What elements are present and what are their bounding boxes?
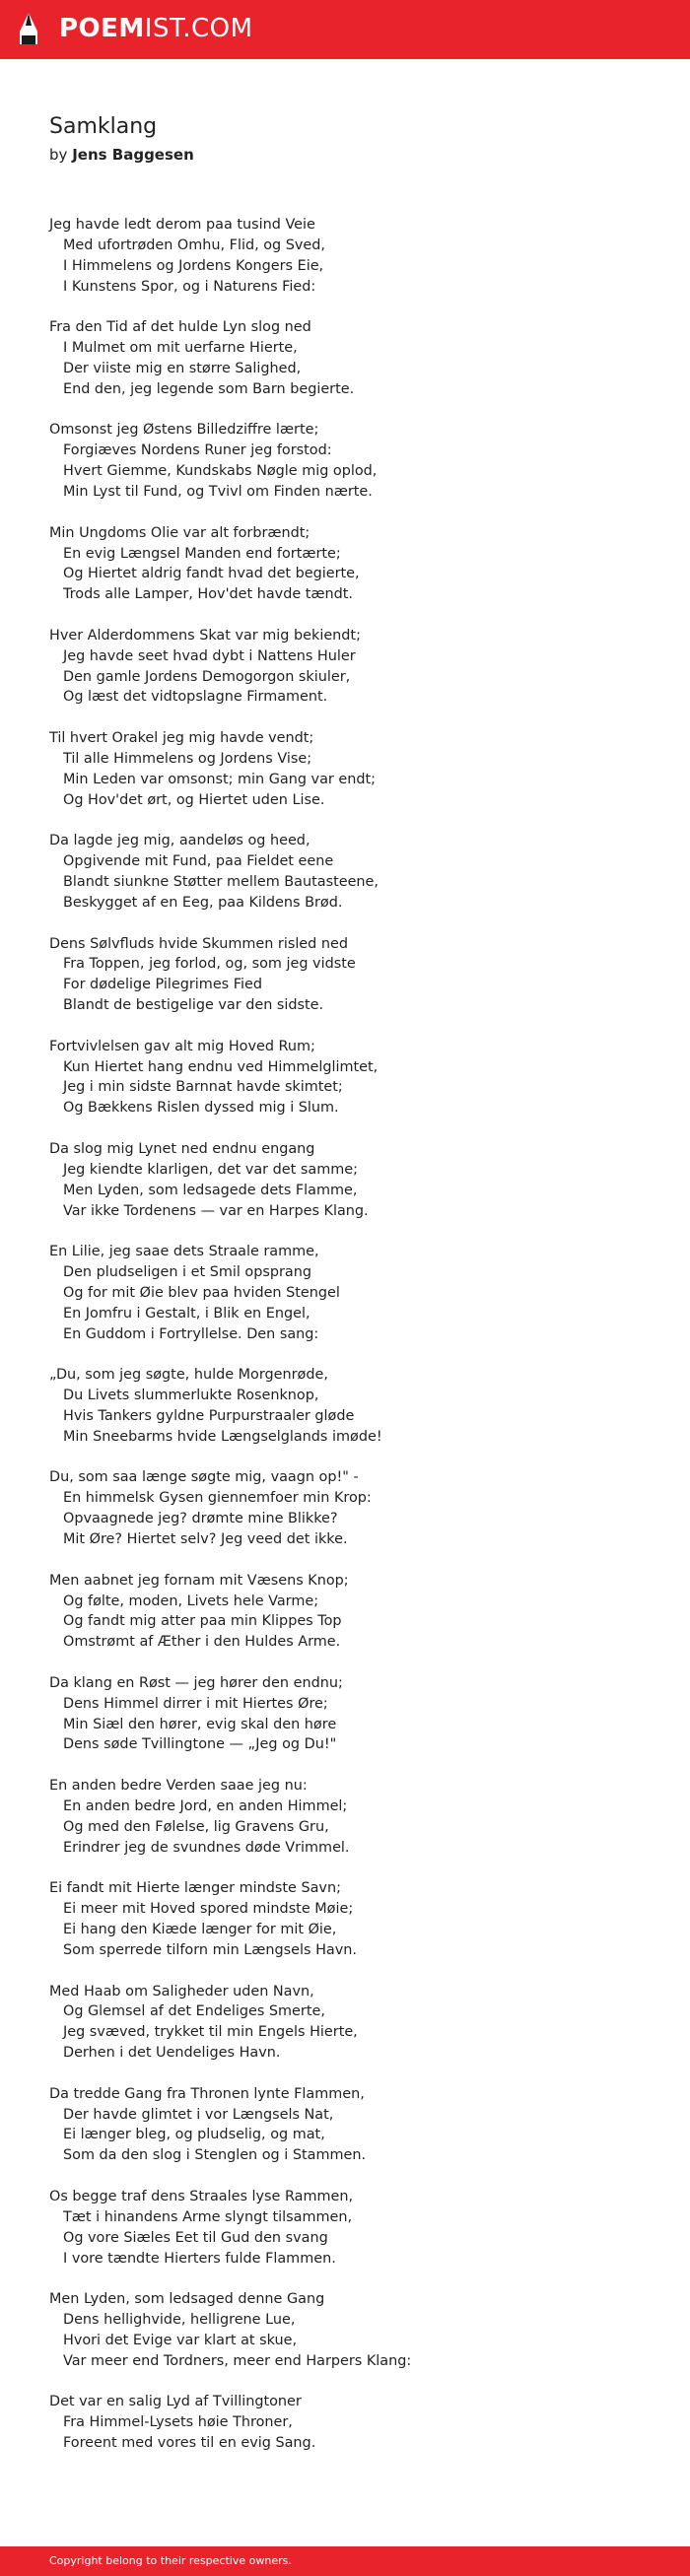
poem-line: Med ufortrøden Omhu, Flid, og Sved, [63,237,325,253]
stanza [49,1878,660,1960]
poem-line: Var meer end Tordners, meer end Harpers Klang: [63,2352,412,2369]
poem-body [49,215,660,2474]
poem-line: Fra Himmel-Lysets høie Throner, [63,2414,293,2431]
poem-line: Men Lyden, som ledsaged denne Gang [49,2291,325,2308]
site-logo[interactable] [59,14,253,43]
poem-line: Min Lyst til Fund, og Tvivl om Finden nærte. [63,483,373,500]
poem-line: En anden bedre Verden saae jeg nu: [49,1778,308,1795]
stanza [49,523,660,605]
poem-line: Da klang en Røst — jeg hører den endnu; [49,1674,343,1691]
poem-line: Erindrer jeg de svundnes døde Vrimmel. [63,1839,350,1856]
poem-line: Ei meer mit Hoved spored mindste Møie; [63,1901,354,1918]
stanza [49,1037,660,1119]
stanza [49,1365,660,1447]
poem-line: Ei hang den Kiæde længer for mit Øie, [63,1922,337,1938]
poem-line: Og følte, moden, Livets hele Varme; [63,1593,319,1609]
poem-line: I Kunstens Spor, og i Naturens Fied: [63,278,316,295]
stanza [49,1776,660,1858]
poem-line: I Himmelens og Jordens Kongers Eie, [63,257,324,274]
stanza [49,934,660,1016]
poem-line: Jeg svæved, trykket til min Engels Hierte, [63,2024,358,2041]
poem-line: Men Lyden, som ledsagede dets Flamme, [63,1182,358,1198]
stanza [49,1673,660,1755]
poem-line: Men aabnet jeg fornam mit Væsens Knop; [49,1572,349,1589]
site-footer [0,2546,690,2576]
poem-line: Og fandt mig atter paa min Klippes Top [63,1613,342,1630]
poem-line: Ei fandt mit Hierte længer mindste Savn; [49,1880,341,1897]
poem-line: Hver Alderdommens Skat var mig bekiendt; [49,627,361,644]
poem-line: Opvaagnede jeg? drømte mine Blikke? [63,1511,338,1527]
stanza [49,2084,660,2166]
poem-line: Og med den Følelse, lig Gravens Gru, [63,1818,329,1835]
poem-line: Som da den slog i Stenglen og i Stammen. [63,2147,367,2164]
poem-line: Det var en salig Lyd af Tvillingtoner [49,2394,302,2410]
poem-line: Da lagde jeg mig, aandeløs og heed, [49,833,310,849]
stanza [49,1139,660,1221]
poem-line: Du Livets slummerlukte Rosenknop, [63,1388,319,1404]
poem-line: Tæt i hinandens Arme slyngt tilsammen, [63,2208,353,2225]
poem-line: Hvert Giemme, Kundskabs Nøgle mig oplod, [63,463,378,480]
poem-line: Til alle Himmelens og Jordens Vise; [63,750,312,767]
poem-line: Dens søde Tvillingtone — „Jeg og Du!" [63,1736,337,1753]
stanza [49,2392,660,2454]
poem-line: En himmelsk Gysen giennemfoer min Krop: [63,1490,372,1507]
logo-bold-text: POEM [59,14,145,43]
poem-line: Hvori det Evige var klart at skue, [63,2332,298,2348]
poem-line: Og Hov'det ørt, og Hiertet uden Lise. [63,791,325,808]
poem-line: Dens hellighvide, helligrene Lue, [63,2312,296,2329]
stanza [49,317,660,399]
poem-line: Da tredde Gang fra Thronen lynte Flammen, [49,2085,365,2102]
poem-line: Og vore Siæles Eet til Gud den svang [63,2229,328,2246]
stanza [49,2187,660,2269]
poem-line: En anden bedre Jord, en anden Himmel; [63,1797,348,1814]
poem-line: Hvis Tankers gyldne Purpurstraaler gløde [63,1407,355,1424]
poem-line: Og Glemsel af det Endeliges Smerte, [63,2003,325,2020]
poem-line: Til hvert Orakel jeg mig havde vendt; [49,730,314,747]
poem-line: Foreent med vores til en evig Sang. [63,2435,316,2452]
poem-line: Fra den Tid af det hulde Lyn slog ned [49,319,311,336]
poem-line: Os begge traf dens Straales lyse Rammen, [49,2189,354,2204]
poem-line: Jeg havde ledt derom paa tusind Veie [49,217,315,233]
copyright-notice: Copyright belong to their respective owners. [49,2554,292,2567]
poem-line: Min Ungdoms Olie var alt forbrændt; [49,524,310,541]
by-label: by [49,146,68,164]
stanza [49,1467,660,1549]
poem-line: Og Bækkens Rislen dyssed mig i Slum. [63,1100,339,1117]
poem-line: En evig Længsel Manden end fortærte; [63,545,341,562]
stanza [49,215,660,297]
site-header [0,0,690,59]
poem-line: Opgivende mit Fund, paa Fieldet eene [63,853,334,870]
poem-line: Og Hiertet aldrig fandt hvad det begierte, [63,566,360,582]
poem-line: Forgiæves Nordens Runer jeg forstod: [63,442,332,459]
poem-line: Fortvivlelsen gav alt mig Hoved Rum; [49,1038,315,1054]
poem-line: Min Siæl den hører, evig skal den høre [63,1716,337,1732]
poem-line: I Mulmet om mit uerfarne Hierte, [63,340,298,357]
poem-line: Derhen i det Uendeliges Havn. [63,2045,281,2062]
poem-line: En Jomfru i Gestalt, i Blik en Engel, [63,1305,310,1322]
poem-line: Trods alle Lamper, Hov'det havde tændt. [63,586,354,603]
poem-line: For dødelige Pilegrimes Fied [63,977,262,993]
stanza [49,1242,660,1344]
poem-line: Min Sneebarms hvide Længselglands imøde! [63,1428,382,1445]
poem-line: Omsonst jeg Østens Billedziffre lærte; [49,422,319,439]
poem-line: Kun Hiertet hang endnu ved Himmelglimtet, [63,1058,379,1075]
stanza [49,626,660,708]
poem-line: Dens Sølvfluds hvide Skummen risled ned [49,935,348,952]
stanza [49,420,660,502]
poem-line: Beskygget af en Eeg, paa Kildens Brød. [63,894,343,911]
poem-line: En Guddom i Fortryllelse. Den sang: [63,1325,319,1342]
poem-line: Ei længer bleg, og pludselig, og mat, [63,2127,325,2143]
poem-line: Og læst det vidtopslagne Firmament. [63,689,328,706]
poem-line: Omstrømt af Æther i den Huldes Arme. [63,1634,341,1651]
poem-line: Da slog mig Lynet ned endnu engang [49,1140,315,1157]
stanza [49,728,660,810]
poem-line: Var ikke Tordenens — var en Harpes Klang. [63,1202,369,1219]
poem-line: Som sperrede tilforn min Længsels Havn. [63,1941,357,1958]
poem-line: „Du, som jeg søgte, hulde Morgenrøde, [49,1367,328,1384]
author-name[interactable]: Jens Baggesen [72,146,194,164]
poem-line: Jeg havde seet hvad dybt i Nattens Huler [63,647,356,664]
poem-line: Jeg i min sidste Barnnat havde skimtet; [63,1079,343,1096]
poem-line: Fra Toppen, jeg forlod, og, som jeg vidste [63,956,356,973]
poem-line: End den, jeg legende som Barn begierte. [63,380,355,397]
poem-line: Den pludseligen i et Smil opsprang [63,1264,311,1281]
poem-line: Jeg kiendte klarligen, det var det samme; [63,1161,358,1178]
poem-byline [49,146,194,164]
poem-line: Der havde glimtet i vor Længsels Nat, [63,2106,334,2123]
poem-title: Samklang [49,114,158,139]
logo-light-text: IST.COM [144,14,253,43]
stanza [49,1982,660,2064]
poem-line: Med Haab om Saligheder uden Navn, [49,1983,314,2000]
stanza [49,1571,660,1653]
poem-line: Blandt de bestigelige var den sidste. [63,997,324,1014]
pen-nib-icon[interactable] [18,12,39,47]
poem-line: Dens Himmel dirrer i mit Hiertes Øre; [63,1695,328,1712]
poem-line: En Lilie, jeg saae dets Straale ramme, [49,1244,319,1260]
poem-line: Mit Øre? Hiertet selv? Jeg veed det ikke. [63,1531,348,1547]
stanza [49,831,660,913]
poem-line: I vore tændte Hierters fulde Flammen. [63,2250,336,2267]
poem-line: Min Leden var omsonst; min Gang var endt; [63,771,376,787]
poem-line: Den gamle Jordens Demogorgon skiuler, [63,668,351,685]
poem-line: Og for mit Øie blev paa hviden Stengel [63,1284,340,1301]
stanza [49,2289,660,2371]
poem-line: Du, som saa længe søgte mig, vaagn op!" - [49,1469,359,1486]
poem-line: Blandt siunkne Støtter mellem Bautasteene, [63,874,379,890]
poem-line: Der viiste mig en større Salighed, [63,360,302,376]
